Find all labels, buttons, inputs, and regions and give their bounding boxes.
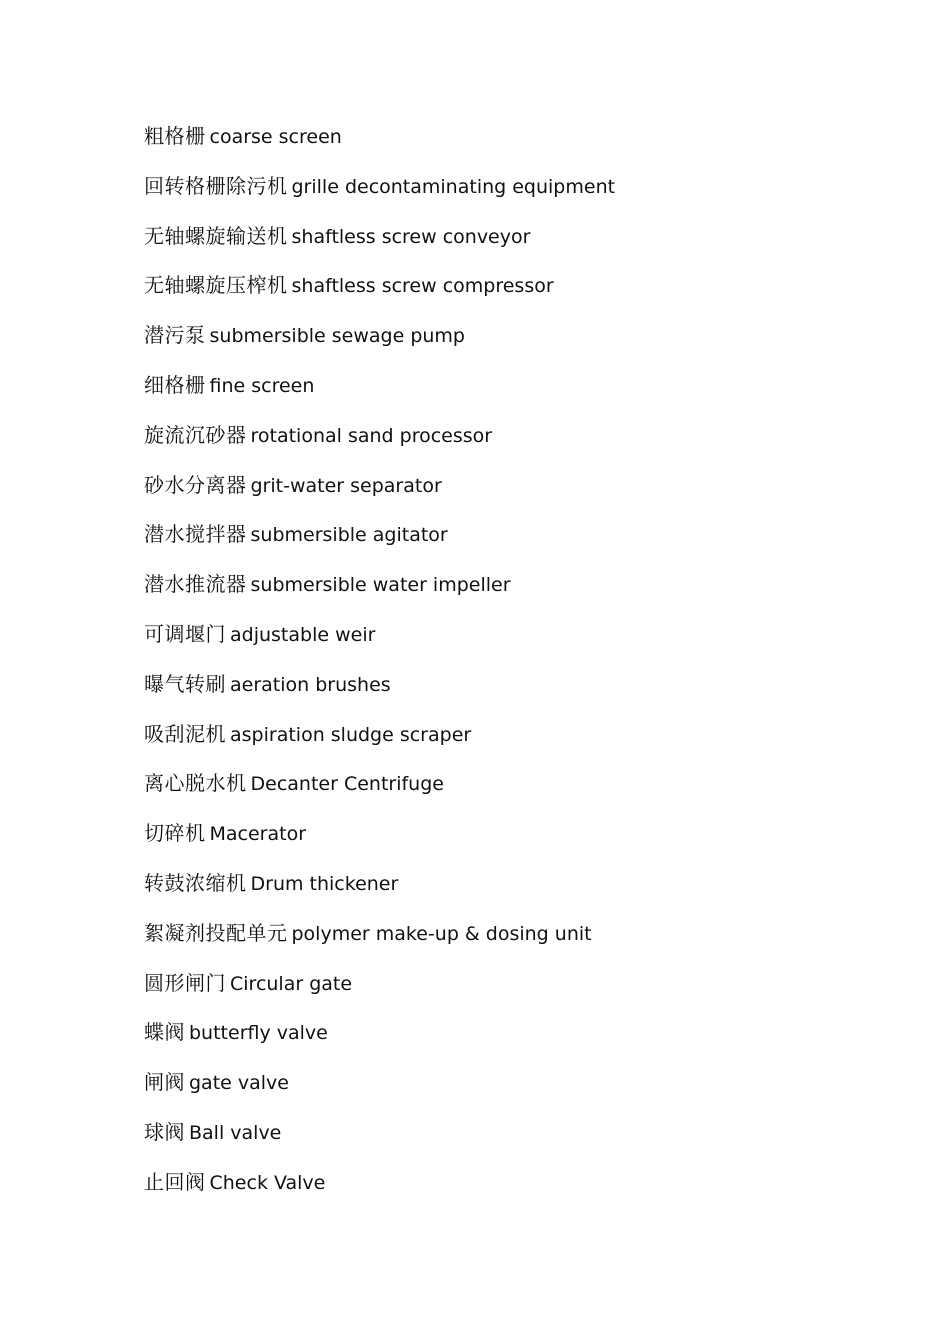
chinese-term: 止回阀 <box>144 1169 206 1194</box>
glossary-entry <box>144 1014 615 1064</box>
english-term: Macerator <box>209 823 307 846</box>
english-term: grille decontaminating equipment <box>291 175 616 198</box>
chinese-term: 粗格栅 <box>144 124 206 148</box>
english-term: coarse screen <box>209 126 342 148</box>
glossary-entry <box>144 765 615 815</box>
glossary-entry <box>144 168 615 218</box>
english-term: rotational sand processor <box>250 424 493 447</box>
glossary-entry <box>144 666 615 716</box>
chinese-term: 离心脱水机 <box>144 771 247 796</box>
glossary-entry <box>144 1114 615 1164</box>
glossary-entry <box>144 616 615 666</box>
glossary-entry <box>144 1164 615 1214</box>
glossary-entry <box>144 367 615 417</box>
chinese-term: 蝶阀 <box>144 1020 185 1045</box>
chinese-term: 可调堰门 <box>144 621 226 646</box>
chinese-term: 球阀 <box>144 1119 185 1144</box>
glossary-entry <box>144 965 615 1015</box>
english-term: grit-water separator <box>250 474 442 497</box>
chinese-term: 闸阀 <box>144 1070 185 1095</box>
glossary-entry <box>144 218 615 268</box>
english-term: gate valve <box>189 1072 289 1095</box>
chinese-term: 旋流沉砂器 <box>144 422 247 447</box>
chinese-term: 吸刮泥机 <box>144 721 226 746</box>
glossary-list <box>144 118 615 1214</box>
english-term: butterfly valve <box>189 1022 328 1045</box>
english-term: submersible water impeller <box>250 574 511 597</box>
glossary-entry <box>144 467 615 517</box>
chinese-term: 潜水推流器 <box>144 572 247 597</box>
english-term: shaftless screw conveyor <box>291 225 531 248</box>
english-term: Check Valve <box>209 1171 326 1194</box>
chinese-term: 圆形闸门 <box>144 970 226 995</box>
chinese-term: 絮凝剂投配单元 <box>144 920 288 945</box>
english-term: shaftless screw compressor <box>291 275 554 298</box>
chinese-term: 曝气转刷 <box>144 671 226 696</box>
english-term: polymer make-up & dosing unit <box>291 922 592 945</box>
english-term: adjustable weir <box>230 623 376 646</box>
chinese-term: 砂水分离器 <box>144 472 247 497</box>
chinese-term: 回转格栅除污机 <box>144 173 288 198</box>
glossary-entry <box>144 566 615 616</box>
english-term: aspiration sludge scraper <box>230 723 472 746</box>
chinese-term: 切碎机 <box>144 821 206 846</box>
glossary-entry <box>144 516 615 566</box>
english-term: Decanter Centrifuge <box>250 773 444 796</box>
english-term: Circular gate <box>230 972 353 995</box>
chinese-term: 潜污泵 <box>144 323 206 348</box>
glossary-entry <box>144 815 615 865</box>
glossary-entry <box>144 317 615 367</box>
english-term: Ball valve <box>189 1121 282 1144</box>
chinese-term: 潜水搅拌器 <box>144 522 247 547</box>
glossary-entry <box>144 417 615 467</box>
chinese-term: 转鼓浓缩机 <box>144 870 247 895</box>
glossary-entry <box>144 1064 615 1114</box>
chinese-term: 细格栅 <box>144 372 206 397</box>
glossary-entry <box>144 865 615 915</box>
glossary-entry <box>144 915 615 965</box>
english-term: fine screen <box>209 374 315 397</box>
glossary-entry <box>144 267 615 317</box>
glossary-entry <box>144 716 615 766</box>
english-term: submersible sewage pump <box>209 325 465 348</box>
english-term: Drum thickener <box>250 872 399 895</box>
english-term: aeration brushes <box>230 673 391 696</box>
english-term: submersible agitator <box>250 524 448 547</box>
chinese-term: 无轴螺旋输送机 <box>144 223 288 248</box>
glossary-entry <box>144 118 615 168</box>
chinese-term: 无轴螺旋压榨机 <box>144 273 288 298</box>
